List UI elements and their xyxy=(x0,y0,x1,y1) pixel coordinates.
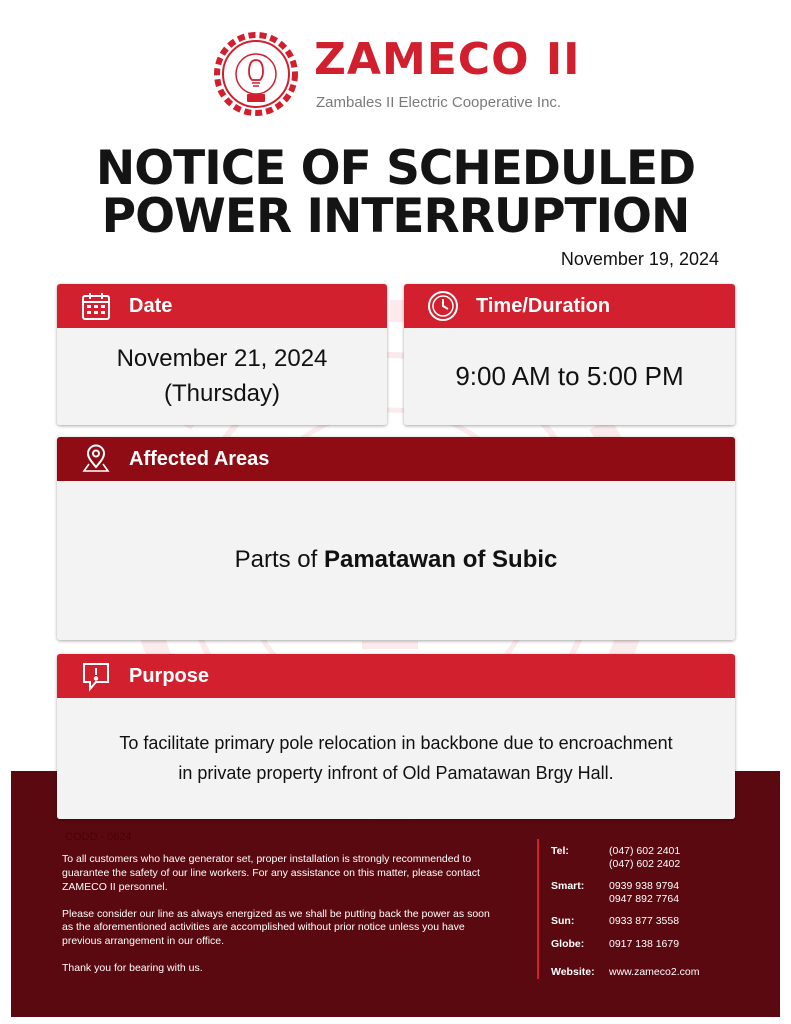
affected-area-prefix: Parts of xyxy=(234,546,324,574)
notice-title-line-2: POWER INTERRUPTION xyxy=(101,189,690,244)
brand-subtitle: Zambales II Electric Cooperative Inc. xyxy=(316,94,562,111)
interruption-date: November 21, 2024 xyxy=(116,344,328,372)
affected-areas-label: Affected Areas xyxy=(129,447,270,470)
logo xyxy=(214,32,594,118)
date-card xyxy=(57,284,387,425)
time-card xyxy=(404,284,735,425)
calendar-icon xyxy=(79,289,113,323)
document-code: CODD - 0624 xyxy=(65,831,132,843)
purpose-text-line-2: in private property infront of Old Pamatawan Brgy Hall. xyxy=(178,762,614,783)
energized-line-note: Please consider our line as always energized as we shall be putting back the power as soon as the aforementioned activities are accomplished without prior notice unless you have previous arrangement in our office. xyxy=(62,907,490,948)
issue-date: November 19, 2024 xyxy=(560,249,719,269)
affected-area-text xyxy=(235,543,558,578)
date-card-header xyxy=(57,284,387,328)
alert-message-icon xyxy=(79,659,113,693)
smart-numbers xyxy=(609,880,679,905)
location-pin-icon xyxy=(79,442,113,476)
smart-number-2: 0947 892 7764 xyxy=(609,892,680,905)
interruption-weekday: (Thursday) xyxy=(163,379,281,407)
smart-label: Smart: xyxy=(551,880,585,892)
time-card-body xyxy=(404,328,735,425)
affected-areas-card xyxy=(57,437,735,640)
affected-areas-body xyxy=(57,481,735,640)
purpose-label: Purpose xyxy=(129,664,210,687)
website-link[interactable]: www.zameco2.com xyxy=(609,966,700,978)
thank-you-note: Thank you for bearing with us. xyxy=(62,962,203,975)
purpose-card xyxy=(57,654,735,819)
interruption-time: 9:00 AM to 5:00 PM xyxy=(455,360,684,391)
cooperative-seal-icon xyxy=(214,32,298,116)
website-label: Website: xyxy=(551,966,595,978)
purpose-header xyxy=(57,654,735,698)
footer-divider xyxy=(537,839,539,979)
notice-title-line-1: NOTICE OF SCHEDULED xyxy=(95,141,696,196)
date-card-label: Date xyxy=(129,294,173,317)
affected-areas-header xyxy=(57,437,735,481)
tel-number-1: (047) 602 2401 xyxy=(609,845,681,857)
footer-notes xyxy=(62,853,492,989)
sun-label: Sun: xyxy=(551,915,575,927)
tel-numbers xyxy=(609,845,680,870)
date-card-body xyxy=(57,328,387,425)
globe-label: Globe: xyxy=(551,938,585,950)
sun-number: 0933 877 3558 xyxy=(609,915,680,927)
purpose-text-line-1: To facilitate primary pole relocation in backbone due to encroachment xyxy=(119,732,673,753)
affected-area-name: Pamatawan of Subic xyxy=(323,546,558,574)
time-card-header xyxy=(404,284,735,328)
clock-icon xyxy=(426,289,460,323)
globe-number: 0917 138 1679 xyxy=(609,938,680,950)
time-card-label: Time/Duration xyxy=(476,294,611,317)
tel-label: Tel: xyxy=(551,845,569,857)
generator-note: To all customers who have generator set, proper installation is strongly recommended to guarantee the safety of our line workers. For any assistance on this matter, please contact ZAMECO II personnel. xyxy=(62,853,480,893)
smart-number-1: 0939 938 9794 xyxy=(609,880,680,892)
purpose-body xyxy=(57,698,735,819)
brand-name: ZAMECO II xyxy=(314,34,581,85)
tel-number-2: (047) 602 2402 xyxy=(609,857,681,870)
